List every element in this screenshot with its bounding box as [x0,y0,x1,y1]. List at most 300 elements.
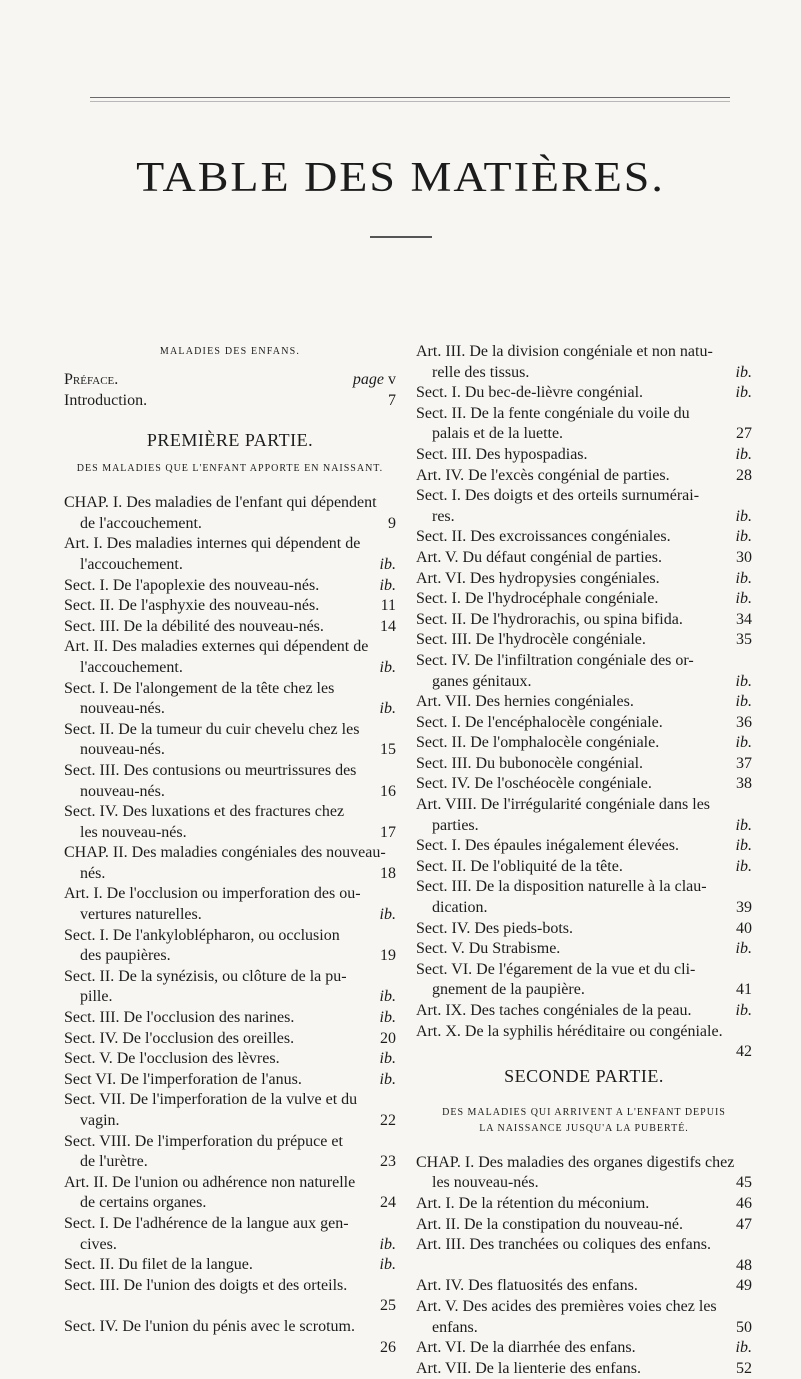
toc-entry-line [416,733,752,754]
toc-entry-line [64,1193,396,1214]
toc-entry-line [64,884,396,905]
toc-entry-text: nés. [80,864,106,882]
toc-entry-page: ib. [735,693,752,711]
toc-entry-page: ib. [735,734,752,752]
toc-entry-text: Art. II. De l'union ou adhérence non naturelle [64,1173,356,1191]
toc-entry-line [416,404,752,425]
toc-entry-page: 45 [736,1174,752,1192]
toc-entry [416,1297,752,1338]
toc-entry-page: 35 [736,631,752,649]
toc-entry-page: 17 [380,823,396,841]
toc-entry [416,342,752,383]
toc-entry-page: ib. [735,507,752,525]
toc-entry-text: Sect. IV. De l'oschéocèle congéniale. [416,775,652,793]
toc-entry-text: res. [432,507,455,525]
toc-entry-line [64,720,396,741]
toc-entry-page: 48 [736,1256,752,1274]
toc-entry-text: Art. I. De l'occlusion ou imperforation des ou- [64,885,361,903]
toc-entry-text: vagin. [80,1112,120,1129]
part-two-title: SECONDE PARTIE. [504,1065,664,1086]
toc-entry [64,679,396,720]
toc-entry-page: 40 [736,919,752,937]
toc-entry-page: 9 [388,514,396,532]
toc-entry [416,630,752,651]
toc-entry-line [416,1318,752,1339]
toc-entry-text: Art. VII. Des hernies congéniales. [416,693,634,711]
toc-entry-page: ib. [735,940,752,958]
toc-entry-text: Sect. I. De l'adhérence de la langue aux gen- [64,1214,349,1232]
toc-entry-page: 37 [736,754,752,772]
toc-entry-text: Sect. III. De l'hydrocèle congéniale. [416,631,646,649]
toc-entry-text: Art. X. De la syphilis héréditaire ou congéniale. [416,1022,723,1040]
toc-entry-text: Sect. II. De l'hydrorachis, ou spina bifida. [416,610,683,628]
toc-entry [416,589,752,610]
toc-entry-text: Sect. I. Des épaules inégalement élevées. [416,837,679,855]
toc-entry-line [416,342,752,363]
toc-entry [416,733,752,754]
toc-entry-text: CHAP. II. Des maladies congéniales des nouveau- [64,844,386,862]
toc-entry [64,534,396,575]
toc-entry [416,404,752,445]
toc-entry-text: Art. VIII. De l'irrégularité congéniale dans les [416,796,711,814]
toc-entry-page: ib. [379,906,396,924]
toc-entry-line [64,1008,396,1029]
toc-entry [64,843,396,884]
toc-entry-page: ib. [735,1339,752,1357]
toc-entry-line [64,493,396,514]
toc-entry-text: Sect. I. De l'alongement de la tête chez les [64,679,335,697]
toc-entry-text: nouveau-nés. [80,741,165,759]
toc-entry-line [416,960,752,981]
toc-entry-page: ib. [379,576,396,594]
toc-entry-line [64,1132,396,1153]
toc-entry-text: des paupières. [80,947,171,965]
toc-entry-line [416,877,752,898]
toc-entry-text: Art. VI. De la diarrhée des enfans. [416,1339,636,1357]
toc-entry-line [416,507,752,528]
toc-entry-page: ib. [735,590,752,608]
toc-entry-page: 46 [736,1194,752,1212]
toc-entry [416,548,752,569]
toc-entry-line [64,679,396,700]
toc-entry-page: ib. [735,837,752,855]
toc-entry [64,576,396,597]
toc-entry-text: Sect. II. De l'obliquité de la tête. [416,857,623,875]
toc-entry [416,383,752,404]
toc-entry-line [64,555,396,576]
toc-entry-text: Sect. VIII. De l'imperforation du prépuce et [64,1132,343,1150]
toc-entry-text: Sect. VII. De l'imperforation de la vulve et du [64,1091,358,1109]
toc-entry [416,836,752,857]
right-entries-list-b [416,1153,752,1379]
right-column [416,342,752,1379]
toc-entry-page: 41 [736,981,752,999]
toc-entry-line [64,534,396,555]
toc-entry [64,1255,396,1276]
toc-entry-line [64,1276,396,1297]
introduction-label: Introduction. [64,391,148,409]
toc-entry-page-line [416,1256,752,1277]
toc-entry-line [416,589,752,610]
toc-entry-text: vertures naturelles. [80,906,202,924]
toc-entry-text: Art. II. De la constipation du nouveau-né. [416,1215,684,1233]
toc-entry [64,617,396,638]
toc-entry-text: Sect. I. De l'ankyloblépharon, ou occlusion [64,926,340,944]
toc-entry-line [416,1153,752,1174]
toc-entry-text: Sect. III. De la disposition naturelle à la clau- [416,878,707,896]
toc-entry-text: de certains organes. [80,1194,207,1212]
toc-entry-page: ib. [379,1256,396,1274]
toc-entry-page: 16 [380,782,396,800]
toc-entry-line [416,486,752,507]
toc-entry [64,1008,396,1029]
toc-entry-line [416,383,752,404]
toc-entry-line [416,651,752,672]
toc-entry-text: Sect VI. De l'imperforation de l'anus. [64,1070,302,1088]
toc-entry-page: 23 [380,1153,396,1171]
toc-entry-page: 18 [380,864,396,882]
right-entries-list-a [416,342,752,1063]
toc-entry-line [64,637,396,658]
toc-entry-line [416,1235,752,1256]
toc-entry [64,596,396,617]
toc-entry-page: 26 [380,1338,396,1356]
toc-entry-text: Art. VI. Des hydropysies congéniales. [416,569,660,587]
toc-entry [416,1215,752,1236]
toc-entry [416,486,752,527]
toc-entry-text: relle des tissus. [432,363,530,381]
toc-entry [64,926,396,967]
toc-entry-line [64,967,396,988]
toc-entry-page: 19 [380,947,396,965]
toc-entry-line [64,740,396,761]
toc-entry [64,1214,396,1255]
toc-entry [416,939,752,960]
toc-entry [416,1359,752,1379]
toc-entry [416,919,752,940]
toc-entry-line [64,1070,396,1091]
toc-entry-text: Sect. II. De la fente congéniale du voile du [416,404,690,422]
toc-entry-text: Sect. II. Du filet de la langue. [64,1256,253,1274]
toc-entry [416,569,752,590]
toc-entry [64,1132,396,1173]
toc-entry-line [416,1022,752,1043]
toc-entry-page: ib. [735,384,752,402]
toc-entry [416,1001,752,1022]
toc-entry-line [64,761,396,782]
toc-entry-text: Sect. III. De l'union des doigts et des orteils. [64,1276,348,1294]
toc-entry-page: ib. [735,816,752,834]
toc-entry-page: 24 [380,1194,396,1212]
part-one-title: PREMIÈRE PARTIE. [146,430,314,451]
left-entries-list [64,493,396,1358]
toc-entry-text: les nouveau-nés. [80,823,187,841]
toc-entry-line [64,1317,396,1338]
toc-entry [64,637,396,678]
toc-entry-line [416,1173,752,1194]
toc-entry-line [416,692,752,713]
toc-entry [64,1070,396,1091]
toc-entry-page: ib. [379,1050,396,1068]
toc-entry-page: ib. [735,363,752,381]
toc-entry-text: les nouveau-nés. [432,1174,539,1192]
introduction-page: 7 [388,391,396,409]
toc-entry-text: Art. II. Des maladies externes qui dépendent de [64,638,369,656]
toc-entry [64,1090,396,1131]
toc-entry-text: Sect. III. Des hypospadias. [416,445,588,463]
preface-entry [64,370,396,391]
left-column [64,342,396,1358]
toc-entry-text: de l'accouchement. [80,514,202,532]
toc-entry [416,692,752,713]
toc-entry-page: 38 [736,775,752,793]
preface-label: Préface. [64,371,119,388]
toc-entry-text: Art. VII. De la lienterie des enfans. [416,1359,641,1377]
toc-entry-line [64,926,396,947]
toc-entry-line [64,1173,396,1194]
toc-entry [416,527,752,548]
toc-entry [416,1235,752,1276]
toc-entry-page: ib. [379,1235,396,1253]
toc-entry-text: pille. [80,988,113,1006]
toc-entry-text: palais et de la luette. [432,425,564,443]
toc-entry-line [416,1001,752,1022]
toc-entry-text: ganes génitaux. [432,672,532,690]
toc-entry-text: enfans. [432,1318,478,1336]
toc-entry [64,720,396,761]
toc-entry-page: 50 [736,1318,752,1336]
toc-entry [64,1276,396,1317]
toc-entry [416,1276,752,1297]
toc-entry-text: Sect. I. De l'encéphalocèle congéniale. [416,713,663,731]
toc-entry-text: Sect. V. De l'occlusion des lèvres. [64,1050,280,1068]
toc-entry-line [416,1359,752,1379]
toc-entry-text: Sect. III. Du bubonocèle congénial. [416,754,644,772]
toc-entry-line [64,1049,396,1070]
toc-entry-text: gnement de la paupière. [432,981,585,999]
toc-entry-page: 15 [380,741,396,759]
toc-entry-text: l'accouchement. [80,658,183,676]
toc-entry-text: Art. III. De la division congéniale et non natu- [416,343,713,360]
toc-entry [416,754,752,775]
toc-entry-line [64,782,396,803]
toc-entry-line [64,987,396,1008]
toc-entry-line [416,816,752,837]
toc-entry [416,651,752,692]
toc-entry-text: Sect. V. Du Strabisme. [416,940,561,958]
toc-entry [64,1049,396,1070]
toc-entry-line [416,445,752,466]
page-title: TABLE DES MATIÈRES. [136,153,665,200]
toc-entry-line [416,1194,752,1215]
toc-entry-page-line [64,1338,396,1359]
title-ornament-rule [370,236,432,238]
toc-entry-text: Sect. VI. De l'égarement de la vue et du cli- [416,960,696,978]
toc-entry-page: ib. [735,445,752,463]
toc-entry-line [416,836,752,857]
toc-entry-page: 28 [736,466,752,484]
left-heading: MALADIES DES ENFANS. [159,346,301,357]
toc-entry-line [64,514,396,535]
toc-entry-text: nouveau-nés. [80,700,165,718]
toc-entry [416,1338,752,1359]
toc-entry-line [416,548,752,569]
toc-entry-text: cives. [80,1235,117,1253]
toc-entry-line [416,980,752,1001]
part-two-subtitle-1: DES MALADIES QUI ARRIVENT A L'ENFANT DEPUIS [442,1106,726,1118]
toc-entry-page: 49 [736,1277,752,1295]
toc-entry-line [64,946,396,967]
toc-entry-line [416,754,752,775]
toc-entry-text: Sect. IV. De l'occlusion des oreilles. [64,1029,295,1047]
toc-entry-line [416,939,752,960]
toc-entry-page-line [64,1296,396,1317]
toc-entry [64,802,396,843]
toc-entry-text: Sect. II. De la tumeur du cuir chevelu chez les [64,720,360,738]
toc-entry-page: 52 [736,1359,752,1377]
toc-entry [416,445,752,466]
toc-entry-text: Sect. III. De l'occlusion des narines. [64,1009,295,1027]
toc-entry-text: Sect. IV. Des pieds-bots. [416,919,574,937]
toc-entry [64,884,396,925]
toc-entry-text: Sect. I. Des doigts et des orteils surnuméraі- [416,487,700,505]
toc-entry-line [64,1029,396,1050]
toc-entry-page: 27 [736,425,752,443]
toc-entry-page: ib. [735,569,752,587]
toc-entry-page: 36 [736,713,752,731]
toc-entry [64,761,396,802]
toc-entry-text: Art. IX. Des taches congéniales de la peau. [416,1002,692,1019]
toc-entry-text: Art. V. Du défaut congénial de parties. [416,548,663,566]
toc-entry-page: 42 [736,1043,752,1061]
toc-entry-line [64,905,396,926]
toc-entry-text: Sect. III. Des contusions ou meurtrissures des [64,761,357,779]
toc-entry [416,610,752,631]
toc-entry-text: CHAP. I. Des maladies de l'enfant qui dépendent [64,494,377,512]
toc-entry-page: ib. [735,528,752,546]
toc-entry-line [416,713,752,734]
toc-entry-line [64,658,396,679]
toc-entry [64,1317,396,1358]
toc-entry-page: 20 [380,1029,396,1047]
toc-entry [416,1194,752,1215]
toc-entry-line [416,527,752,548]
toc-entry-page: ib. [379,658,396,676]
toc-entry-page: 39 [736,899,752,917]
toc-entry [64,1029,396,1050]
toc-entry-line [64,843,396,864]
toc-entry-page: ib. [379,1070,396,1088]
toc-entry [416,713,752,734]
toc-entry-line [64,864,396,885]
toc-entry [416,466,752,487]
toc-entry-line [416,363,752,384]
toc-entry-line [64,576,396,597]
toc-entry-page: ib. [379,988,396,1006]
toc-entry [416,857,752,878]
toc-entry-text: Sect. I. De l'apoplexie des nouveau-nés. [64,576,320,594]
top-rule-thin [90,101,730,102]
toc-entry-text: Art. V. Des acides des premières voies chez les [416,1297,717,1315]
toc-entry-text: Art. IV. De l'excès congénial de parties. [416,466,670,484]
toc-entry-text: parties. [432,816,479,834]
toc-entry [64,493,396,534]
toc-entry-line [64,1111,396,1132]
toc-entry-text: de l'urètre. [80,1153,148,1171]
toc-entry-line [416,630,752,651]
toc-entry-page: 47 [736,1215,752,1233]
toc-entry-text: Sect. II. Des excroissances congéniales. [416,528,671,546]
toc-entry [416,877,752,918]
preface-page: page v [352,371,396,388]
toc-entry-text: Sect. I. Du bec-de-lièvre congénial. [416,384,644,402]
toc-entry [64,1173,396,1214]
toc-entry-line [64,802,396,823]
toc-entry [64,967,396,1008]
toc-entry-text: Art. III. Des tranchées ou coliques des enfans. [416,1236,712,1254]
toc-entry-line [416,1276,752,1297]
toc-entry-page: 22 [380,1112,396,1129]
toc-entry-line [416,1297,752,1318]
part-two-subtitle-2: LA NAISSANCE JUSQU'A LA PUBERTÉ. [479,1122,689,1134]
toc-entry-page: 14 [380,617,396,635]
toc-entry-text: Sect. II. De l'asphyxie des nouveau-nés. [64,597,320,615]
toc-entry-text: dication. [432,899,488,917]
toc-entry [416,1153,752,1194]
toc-entry-page: 11 [380,597,396,615]
toc-entry-line [64,617,396,638]
toc-entry-line [416,610,752,631]
toc-entry-text: Sect. IV. De l'union du pénis avec le scrotum. [64,1317,355,1335]
toc-entry-text: Art. IV. Des flatuosités des enfans. [416,1277,638,1295]
toc-entry [416,1022,752,1063]
toc-entry-page: 25 [380,1297,396,1315]
toc-entry-line [416,774,752,795]
toc-entry-line [64,1235,396,1256]
toc-entry-page: 34 [736,610,752,628]
toc-entry-page: 30 [736,548,752,566]
toc-entry-page: ib. [379,1009,396,1027]
toc-entry-line [64,1090,396,1111]
toc-entry-line [416,424,752,445]
toc-entry-line [64,699,396,720]
toc-entry-text: Art. I. Des maladies internes qui dépendent de [64,535,361,553]
toc-entry-line [416,569,752,590]
toc-entry-text: nouveau-nés. [80,782,165,800]
toc-entry-text: Sect. IV. Des luxations et des fractures chez [64,803,345,821]
introduction-entry [64,391,396,412]
toc-entry-line [416,466,752,487]
toc-entry-text: Sect. I. De l'hydrocéphale congéniale. [416,590,659,608]
toc-entry-line [416,919,752,940]
toc-entry-line [416,672,752,693]
top-rule [90,97,730,98]
toc-entry [416,774,752,795]
toc-entry-line [416,1338,752,1359]
toc-entry-page: ib. [379,555,396,573]
toc-entry-line [64,823,396,844]
toc-entry-page: ib. [735,672,752,690]
toc-entry-line [64,1214,396,1235]
toc-entry [416,960,752,1001]
toc-entry-line [64,1152,396,1173]
part-one-subtitle: DES MALADIES QUE L'ENFANT APPORTE EN NAISSANT. [76,463,384,475]
toc-entry-text: CHAP. I. Des maladies des organes digestifs chez [416,1153,735,1171]
toc-entry-line [416,1215,752,1236]
toc-entry-text: Art. I. De la rétention du méconium. [416,1194,650,1212]
toc-entry-text: Sect. II. De la synézisis, ou clôture de la pu- [64,967,347,985]
toc-entry-text: Sect. IV. De l'infiltration congéniale des or- [416,651,694,669]
